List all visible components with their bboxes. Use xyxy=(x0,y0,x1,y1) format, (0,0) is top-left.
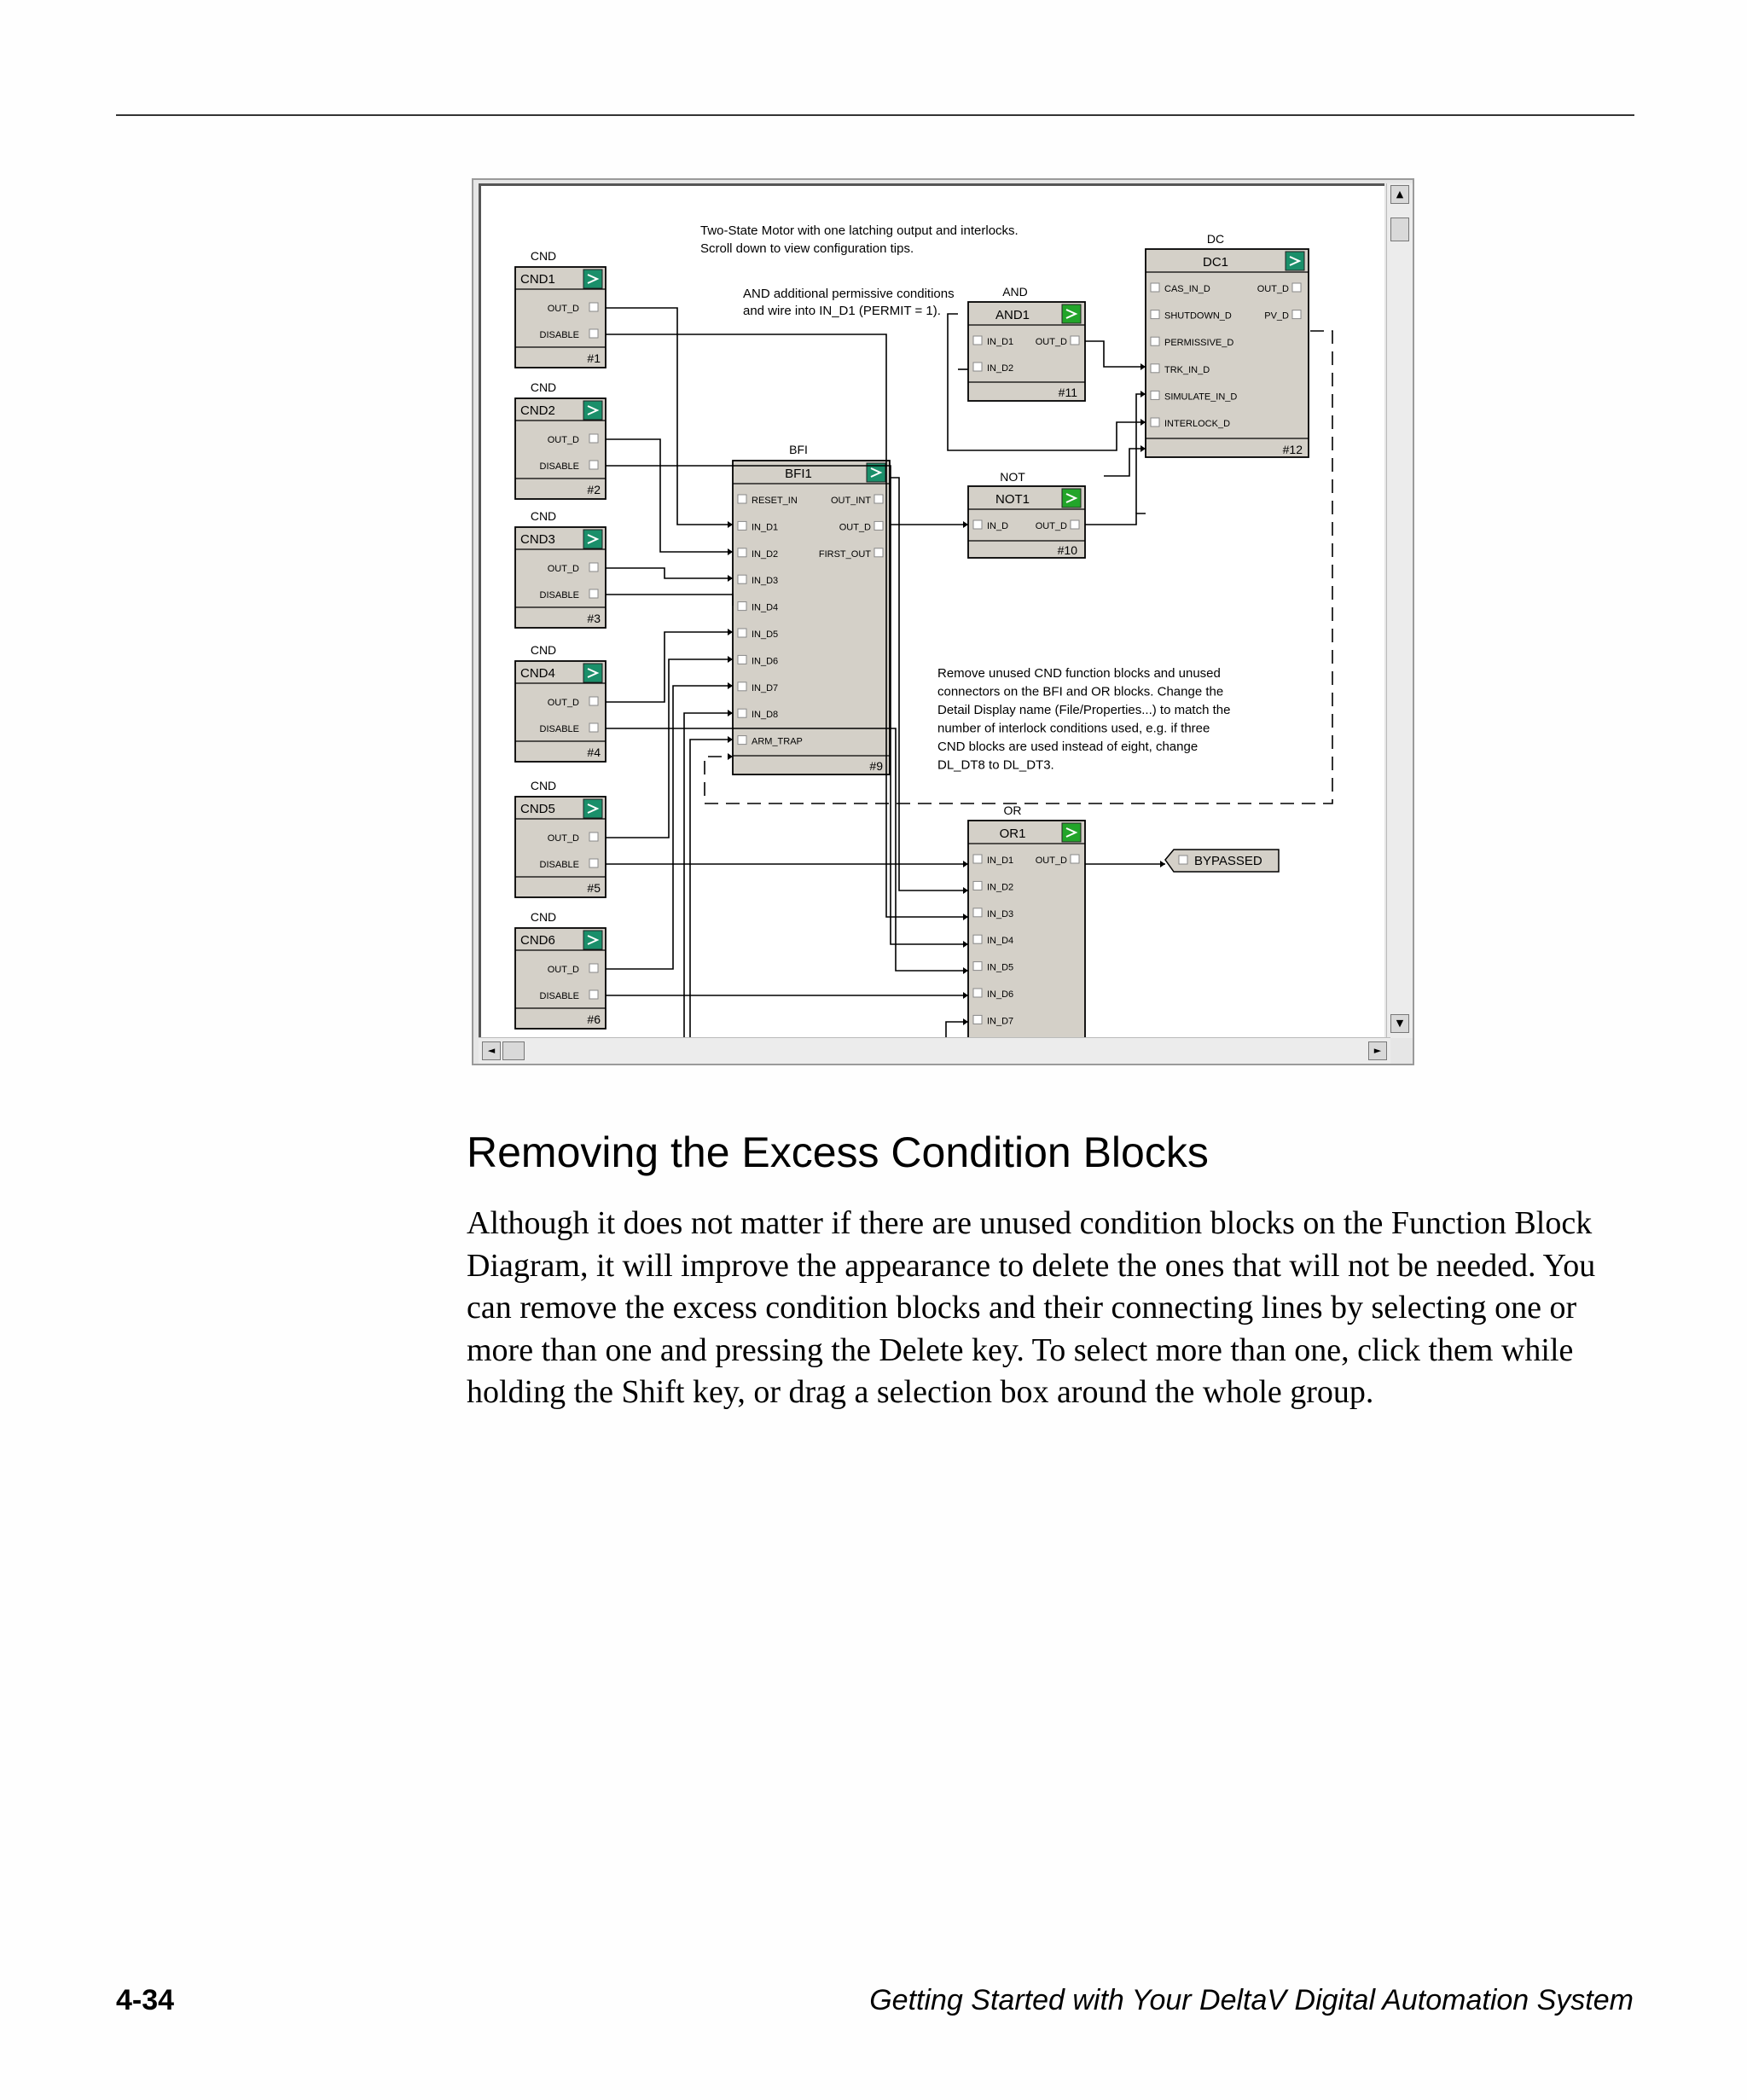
scroll-left-arrow-icon[interactable]: ◄ xyxy=(482,1041,501,1060)
or-input-pin xyxy=(973,962,982,971)
cnd-pin-label: DISABLE xyxy=(539,461,579,472)
bfi-output-pin xyxy=(874,521,883,530)
or-input-pin xyxy=(973,989,982,997)
cnd-out-pin xyxy=(589,434,598,443)
cnd-pin-label: OUT_D xyxy=(547,698,579,708)
cnd-block-number: #4 xyxy=(587,745,601,759)
bfi-input-pin xyxy=(738,521,746,530)
diagram-canvas[interactable] xyxy=(479,183,1384,1038)
wire-or-d4 xyxy=(891,757,968,944)
wire-interlock xyxy=(1104,449,1146,476)
dc-type-label: DC xyxy=(1206,232,1225,246)
arrow-head xyxy=(963,967,968,974)
horizontal-scroll-thumb[interactable] xyxy=(502,1041,525,1060)
cnd-pin-label: DISABLE xyxy=(539,724,579,734)
vertical-scroll-thumb[interactable] xyxy=(1390,218,1409,241)
arrow-head xyxy=(728,682,733,689)
bfi-input-label: IN_D8 xyxy=(752,710,779,721)
or-input-label: IN_D3 xyxy=(987,908,1014,919)
wire-or-d7 xyxy=(946,1022,968,1038)
wire-cnd3-bfi-d3 xyxy=(606,568,733,578)
cnd-type-label: CND xyxy=(530,509,557,523)
cnd-out-pin xyxy=(589,832,598,841)
and-block-number: #11 xyxy=(1058,386,1077,399)
section-heading: Removing the Excess Condition Blocks xyxy=(467,1128,1209,1176)
bfi-input-label: IN_D2 xyxy=(752,548,779,560)
arrow-head xyxy=(963,992,968,999)
bfi-block-name: BFI1 xyxy=(785,467,812,481)
cnd-block-name: CND2 xyxy=(520,403,555,418)
cnd-disable-pin xyxy=(589,990,598,999)
wire-cnd3-disable xyxy=(606,595,733,606)
cnd-disable-pin xyxy=(589,723,598,732)
or-input-label: IN_D1 xyxy=(987,856,1014,866)
note-title-line-1: Two-State Motor with one latching output and interlocks. xyxy=(700,223,1019,238)
scroll-right-arrow-icon[interactable]: ► xyxy=(1368,1041,1387,1060)
arrow-head xyxy=(963,521,968,528)
cnd-icon xyxy=(583,270,602,288)
not-block-number: #10 xyxy=(1057,543,1077,557)
bfi-input-pin xyxy=(738,682,746,691)
bfi-input-label: IN_D1 xyxy=(752,522,779,533)
cnd-pin-label: OUT_D xyxy=(547,564,579,574)
cnd-block-name: CND6 xyxy=(520,933,555,948)
not-input-pin xyxy=(973,520,982,529)
arrow-head xyxy=(963,941,968,948)
arrow-head xyxy=(728,710,733,716)
not-output-pin xyxy=(1071,520,1079,529)
arrow-head xyxy=(1160,861,1165,867)
cnd-icon xyxy=(583,401,602,420)
arrow-head xyxy=(728,656,733,663)
and-input-pin xyxy=(973,363,982,371)
or-input-label: IN_D7 xyxy=(987,1016,1014,1027)
cnd-pin-label: DISABLE xyxy=(539,860,579,870)
or-type-label: OR xyxy=(1003,803,1022,817)
dc-icon xyxy=(1286,252,1304,270)
cnd-pin-label: DISABLE xyxy=(539,330,579,340)
bfi-input-pin xyxy=(738,602,746,611)
bfi-input-pin xyxy=(738,709,746,717)
body-paragraph: Although it does not matter if there are unused condition blocks on the Function Block Diagram, it will improve the appearance to delete the ones that will not be needed. You can remove the excess condition blocks and their connecting lines by selecting one or more than one and pressing the Delete key. To select more than one, click them while holding the Shift key, or drag a selection box around the whole group. xyxy=(467,1205,1596,1410)
or-input-label: IN_D5 xyxy=(987,962,1014,973)
or-output-pin xyxy=(1071,855,1079,863)
note-title-line-2: Scroll down to view configuration tips. xyxy=(700,241,914,256)
or-input-pin xyxy=(973,881,982,890)
cnd-block-name: CND3 xyxy=(520,532,555,547)
and-input-label: IN_D2 xyxy=(987,363,1014,374)
and-input-label: IN_D1 xyxy=(987,337,1014,347)
dc-output-label: OUT_D xyxy=(1257,284,1289,294)
dc-input-label: CAS_IN_D xyxy=(1164,284,1210,294)
bfi-input-pin xyxy=(738,736,746,745)
bfi-output-pin xyxy=(874,495,883,503)
bfi-input-label: IN_D5 xyxy=(752,629,779,640)
arrow-head xyxy=(728,753,733,760)
not-block-name: NOT1 xyxy=(995,492,1030,507)
bfi-input-label: IN_D3 xyxy=(752,576,779,587)
dc-input-label: INTERLOCK_D xyxy=(1164,419,1231,429)
dc-output-pin xyxy=(1292,310,1301,319)
arrow-head xyxy=(963,887,968,894)
cnd-disable-pin xyxy=(589,461,598,469)
wire-offscreen-bfi-d8 xyxy=(690,740,733,1038)
cnd-block-number: #1 xyxy=(587,351,601,365)
note-remove-line-5: CND blocks are used instead of eight, change xyxy=(937,740,1199,754)
bfi-input-label: ARM_TRAP xyxy=(752,736,803,747)
cnd-out-pin xyxy=(589,563,598,571)
wire-or-d5 xyxy=(896,783,968,971)
arrow-head xyxy=(728,548,733,555)
page-number: 4-34 xyxy=(116,1984,175,2016)
cnd-disable-pin xyxy=(589,329,598,338)
or-block-name: OR1 xyxy=(999,827,1026,841)
or-input-label: IN_D2 xyxy=(987,882,1014,893)
or-input-pin xyxy=(973,935,982,943)
book-title: Getting Started with Your DeltaV Digital Automation System xyxy=(869,1984,1634,2016)
wire-and-dc xyxy=(1085,341,1146,367)
bfi-output-label: FIRST_OUT xyxy=(818,548,871,560)
cnd-icon xyxy=(583,664,602,682)
arrow-head xyxy=(728,575,733,582)
dc-output-label: PV_D xyxy=(1264,310,1289,322)
and-output-pin xyxy=(1071,336,1079,345)
cnd-block-name: CND4 xyxy=(520,666,555,681)
cnd-type-label: CND xyxy=(530,779,557,792)
or-output-label: OUT_D xyxy=(1035,856,1067,866)
or-input-label: IN_D4 xyxy=(987,936,1014,947)
arrow-head xyxy=(963,1018,968,1025)
bfi-input-label: IN_D4 xyxy=(752,602,779,613)
scroll-down-arrow-icon[interactable]: ▼ xyxy=(1390,1014,1409,1033)
bypassed-label: BYPASSED xyxy=(1194,854,1262,868)
cnd-type-label: CND xyxy=(530,249,557,263)
dc-input-label: SIMULATE_IN_D xyxy=(1164,392,1238,403)
cnd-block-name: CND5 xyxy=(520,802,555,816)
arrow-head xyxy=(963,861,968,867)
arrow-head xyxy=(1140,363,1146,370)
not-input-label: IN_D xyxy=(987,521,1009,531)
note-remove-line-6: DL_DT8 to DL_DT3. xyxy=(937,757,1054,773)
dc-input-label: PERMISSIVE_D xyxy=(1164,338,1234,349)
or-block[interactable] xyxy=(968,821,1085,1038)
cnd-type-label: CND xyxy=(530,910,557,924)
bfi-input-label: IN_D7 xyxy=(752,682,779,693)
scroll-up-arrow-icon[interactable]: ▲ xyxy=(1390,185,1409,204)
dc-input-pin xyxy=(1151,391,1159,399)
cnd-pin-label: OUT_D xyxy=(547,833,579,844)
bfi-input-pin xyxy=(738,629,746,637)
dc-block-number: #12 xyxy=(1282,443,1303,456)
note-remove-line-3: Detail Display name (File/Properties...) to match the xyxy=(937,703,1231,717)
or-input-pin xyxy=(973,1015,982,1024)
or-input-pin xyxy=(973,908,982,917)
bfi-output-label: OUT_INT xyxy=(830,496,871,506)
header-rule xyxy=(116,114,1634,116)
cnd-type-label: CND xyxy=(530,380,557,394)
arrow-head xyxy=(728,629,733,635)
wire-not-dc-riser xyxy=(1136,394,1146,513)
dc-input-pin xyxy=(1151,283,1159,292)
cnd-block-number: #3 xyxy=(587,612,601,625)
bfi-block[interactable] xyxy=(733,461,890,774)
horizontal-scrollbar[interactable] xyxy=(479,1037,1390,1064)
bfi-input-pin xyxy=(738,495,746,503)
not-type-label: NOT xyxy=(1000,470,1025,484)
arrow-head xyxy=(963,914,968,920)
cnd-icon xyxy=(583,530,602,548)
and-icon xyxy=(1062,305,1081,323)
cnd-icon xyxy=(583,931,602,949)
and-input-pin xyxy=(973,336,982,345)
cnd-pin-label: OUT_D xyxy=(547,304,579,314)
wire-offscreen-bfi-d7 xyxy=(684,713,733,1038)
bfi-input-label: RESET_IN xyxy=(752,496,798,506)
arrow-head xyxy=(1140,419,1146,426)
bfi-input-pin xyxy=(738,548,746,557)
cnd-type-label: CND xyxy=(530,643,557,657)
dc-input-pin xyxy=(1151,337,1159,345)
and-output-label: OUT_D xyxy=(1035,337,1067,347)
cnd-block-number: #2 xyxy=(587,483,601,496)
bfi-input-pin xyxy=(738,575,746,583)
note-remove-line-2: connectors on the BFI and OR blocks. Change the xyxy=(937,684,1224,699)
note-remove-line-1: Remove unused CND function blocks and unused xyxy=(937,666,1221,681)
bfi-input-label: IN_D6 xyxy=(752,656,779,667)
cnd-block-number: #5 xyxy=(587,881,601,895)
dc-block-name: DC1 xyxy=(1202,255,1229,270)
note-remove-line-4: number of interlock conditions used, e.g. if three xyxy=(937,721,1210,736)
cnd-pin-label: OUT_D xyxy=(547,965,579,975)
not-icon xyxy=(1062,489,1081,508)
cnd-disable-pin xyxy=(589,859,598,867)
wire-cnd1-bfi-d1 xyxy=(606,308,733,525)
not-output-label: OUT_D xyxy=(1035,521,1067,531)
cnd-icon xyxy=(583,799,602,818)
wire-cnd2-bfi-d2 xyxy=(606,439,733,552)
bfi-block-number: #9 xyxy=(869,759,883,773)
diagram-svg xyxy=(481,186,1384,1038)
dc-input-pin xyxy=(1151,310,1159,319)
cnd-out-pin xyxy=(589,697,598,705)
dc-input-pin xyxy=(1151,418,1159,426)
cnd-pin-label: DISABLE xyxy=(539,991,579,1001)
or-input-label: IN_D6 xyxy=(987,989,1014,1000)
bfi-output-pin xyxy=(874,548,883,557)
cnd-pin-label: OUT_D xyxy=(547,435,579,445)
cnd-out-pin xyxy=(589,964,598,972)
arrow-head xyxy=(728,736,733,743)
arrow-head xyxy=(1140,445,1146,452)
dc-input-pin xyxy=(1151,364,1159,373)
dc-input-label: TRK_IN_D xyxy=(1164,364,1210,375)
dc-input-label: SHUTDOWN_D xyxy=(1164,310,1232,322)
cnd-pin-label: DISABLE xyxy=(539,590,579,600)
and-type-label: AND xyxy=(1002,285,1028,299)
note-and-line-1: AND additional permissive conditions xyxy=(743,287,955,301)
note-and-line-2: and wire into IN_D1 (PERMIT = 1). xyxy=(743,304,941,318)
and-block-name: AND1 xyxy=(995,308,1030,322)
or-icon xyxy=(1062,823,1081,842)
cnd-disable-pin xyxy=(589,589,598,598)
cnd-out-pin xyxy=(589,303,598,311)
arrow-head xyxy=(728,521,733,528)
cnd-block-number: #6 xyxy=(587,1012,601,1026)
or-input-pin xyxy=(973,855,982,863)
bfi-type-label: BFI xyxy=(789,443,808,456)
bypassed-pin xyxy=(1179,856,1187,864)
function-block-diagram-screenshot xyxy=(472,178,1414,1065)
bfi-output-label: OUT_D xyxy=(839,522,871,533)
bfi-input-pin xyxy=(738,655,746,664)
dc-output-pin xyxy=(1292,283,1301,292)
wire-not-dc xyxy=(1085,513,1146,525)
vertical-scrollbar[interactable] xyxy=(1386,183,1413,1038)
cnd-block-name: CND1 xyxy=(520,272,555,287)
